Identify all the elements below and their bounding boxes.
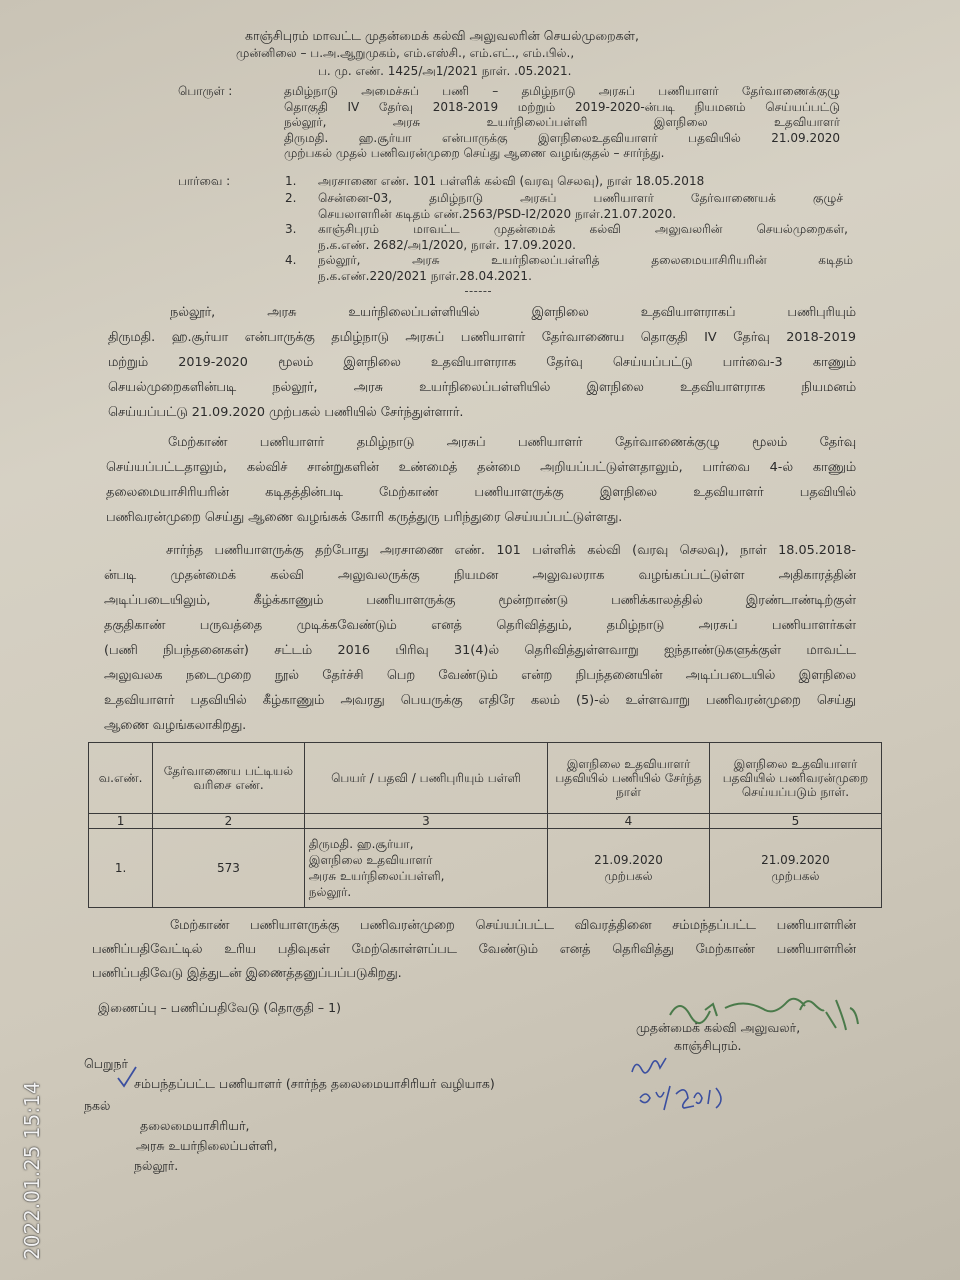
reference-item	[318, 174, 768, 190]
paragraph-line: செய்யப்பட்டு 21.09.2020 முற்பகல் பணியில் சேர்ந்துள்ளார்.	[108, 405, 464, 420]
paragraph-4	[92, 914, 856, 986]
reference-number: 2.	[285, 191, 297, 205]
paragraph-line: (பணி நிபந்தனைகள்) சட்டம் 2016 பிரிவு 31(4)ல் தெரிவித்துள்ளவாறு ஐந்தாண்டுகளுக்குள் மாவட்ட	[104, 643, 856, 658]
column-number: 3	[304, 814, 547, 829]
header-officer-line: முன்னிலை – ப.அ.ஆறுமுகம், எம்.எஸ்சி., எம்.எட்., எம்.பில்.,	[236, 46, 575, 60]
paragraph-line: செயல்முறைகளின்படி நல்லூர், அரசு உயர்நிலைப்பள்ளியில் இளநிலை உதவியாளராக நியமனம்	[108, 380, 856, 395]
name-line: திருமதி. ஹ.சூர்யா,	[308, 837, 414, 851]
reference-line: சென்னை-03, தமிழ்நாடு அரசுப் பணியாளர் தேர்வாணையக் குழுச்	[318, 191, 843, 205]
header-office-line: காஞ்சிபுரம் மாவட்ட முதன்மைக் கல்வி அலுவலரின் செயல்முறைகள்,	[245, 28, 639, 43]
paragraph-line: அலுவலக நடைமுறை நூல் தேர்ச்சி பெற வேண்டும் என்ற நிபந்தனையின் அடிப்படையில் இளநிலை	[104, 668, 856, 683]
paragraph-line: நல்லூர், அரசு உயர்நிலைப்பள்ளியில் இளநிலை உதவியாளராகப் பணிபுரியும்	[170, 305, 856, 320]
table-header: இளநிலை உதவியாளர் பதவியில் பணிவரன்முறை செய்யப்படும் நாள்.	[709, 743, 881, 814]
subject-label: பொருள் :	[178, 84, 233, 98]
column-number: 2	[153, 814, 305, 829]
column-number: 1	[89, 814, 153, 829]
subject-line: முற்பகல் முதல் பணிவரன்முறை செய்து ஆணை வழங்குதல் – சார்ந்து.	[284, 146, 665, 160]
table-header-row	[89, 743, 882, 814]
subject-line: திருமதி. ஹ.சூர்யா என்பாருக்கு இளநிலைஉதவியாளர் பதவியில் 21.09.2020	[284, 130, 840, 145]
cell-rank: 573	[153, 829, 305, 908]
paragraph-line: சார்ந்த பணியாளருக்கு தற்போது அரசாணை எண். 101 பள்ளிக் கல்வி (வரவு செலவு), நாள் 18.05.2018-	[166, 543, 856, 558]
paragraph-2	[106, 430, 856, 530]
paragraph-line: உதவியாளர் பதவியில் கீழ்காணும் அவரது பெயருக்கு எதிரே கலம் (5)-ல் உள்ளவாறு பணிவரன்முறை செய்து	[104, 693, 856, 708]
paragraph-line: பணிப்பதிவேடு இத்துடன் இணைத்தனுப்பப்படுகிறது.	[92, 966, 402, 981]
session-text: முற்பகல்	[604, 869, 653, 883]
reference-number: 1.	[285, 174, 297, 188]
subject-line: தமிழ்நாடு அமைச்சுப் பணி – தமிழ்நாடு அரசுப் பணியாளர் தேர்வாணைக்குழு	[284, 84, 840, 98]
subject-line: நல்லூர், அரசு உயர்நிலைப்பள்ளி இளநிலை உதவியாளர்	[284, 115, 840, 129]
recipient-text: சம்பந்தப்பட்ட பணியாளர் (சார்ந்த தலைமையாசிரியர் வழியாக)	[134, 1076, 495, 1091]
paragraph-line: பணிப்பதிவேட்டில் உரிய பதிவுகள் மேற்கொள்ளப்பட வேண்டும் எனத் தெரிவித்து மேற்காண் பணியாளரின்	[92, 942, 856, 957]
regularisation-table	[88, 742, 882, 908]
recipient-label: பெறுநர்	[84, 1056, 129, 1071]
paragraph-1	[108, 300, 856, 425]
table-column-number-row	[89, 814, 882, 829]
cell-joined-date	[548, 829, 710, 908]
reference-line: ந.க.எண்.220/2021 நாள்.28.04.2021.	[318, 268, 532, 283]
paragraph-line: பணிவரன்முறை செய்து ஆணை வழங்கக் கோரி கருத்துரு பரிந்துரை செய்யப்பட்டுள்ளது.	[106, 510, 623, 525]
reference-line: அரசாணை எண். 101 பள்ளிக் கல்வி (வரவு செலவு), நாள் 18.05.2018	[318, 174, 705, 188]
copy-line: தலைமையாசிரியர்,	[140, 1118, 250, 1133]
paragraph-3	[104, 538, 856, 738]
signatory-place: காஞ்சிபுரம்.	[674, 1038, 742, 1053]
paragraph-line: அடிப்படையிலும், கீழ்க்காணும் பணியாளருக்கு மூன்றாண்டு பணிக்காலத்தில் இரண்டாண்டிற்குள்	[104, 593, 856, 608]
session-text: முற்பகல்	[771, 869, 820, 883]
table-header: இளநிலை உதவியாளர் பதவியில் பணியில் சேர்ந்த நாள்	[548, 743, 710, 814]
copy-label: நகல்	[84, 1098, 111, 1113]
reference-number: 3.	[285, 222, 297, 236]
paragraph-line: மற்றும் 2019-2020 மூலம் இளநிலை உதவியாளராக தேர்வு செய்யப்பட்டு பார்வை-3 காணும்	[108, 355, 856, 370]
enclosure-text: இணைப்பு – பணிப்பதிவேடு (தொகுதி – 1)	[98, 1000, 341, 1015]
paragraph-line: திருமதி. ஹ.சூர்யா என்பாருக்கு தமிழ்நாடு அரசுப் பணியாளர் தேர்வாணைய தொகுதி IV தேர்வு 2018-2019	[108, 330, 856, 345]
column-number: 4	[548, 814, 710, 829]
paragraph-line: ஆணை வழங்கலாகிறது.	[104, 718, 247, 733]
paragraph-line: தகுதிகாண் பருவத்தை முடிக்கவேண்டும் எனத் தெரிவித்தும், தமிழ்நாடு அரசுப் பணியாளர்கள்	[104, 618, 856, 633]
reference-line: செயலாளரின் கடிதம் எண்.2563/PSD-I2/2020 நாள்.21.07.2020.	[318, 206, 677, 221]
paragraph-line: மேற்காண் பணியாளருக்கு பணிவரன்முறை செய்யப்பட்ட விவரத்தினை சம்மந்தப்பட்ட பணியாளரின்	[170, 918, 856, 933]
date-text: 21.09.2020	[594, 853, 663, 867]
paragraph-line: ன்படி முதன்மைக் கல்வி அலுவலருக்கு நியமன அலுவலராக வழங்கப்பட்டுள்ள அதிகாரத்தின்	[104, 568, 856, 583]
paragraph-line: தலைமையாசிரியரின் கடிதத்தின்படி மேற்காண் பணியாளருக்கு இளநிலை உதவியாளர் பதவியில்	[106, 485, 856, 500]
cell-name	[304, 829, 547, 908]
column-number: 5	[709, 814, 881, 829]
separator-line	[465, 291, 491, 292]
copy-line: நல்லூர்.	[134, 1158, 179, 1173]
reference-line: ந.க.எண். 2682/அ1/2020, நாள். 17.09.2020.	[318, 237, 576, 252]
table-row	[89, 829, 882, 908]
handwritten-received-note	[620, 1054, 740, 1114]
school-line: அரசு உயர்நிலைப்பள்ளி,	[308, 869, 445, 883]
signatory-title: முதன்மைக் கல்வி அலுவலர்,	[636, 1020, 801, 1035]
reference-number: 4.	[285, 253, 297, 267]
reference-item	[318, 222, 848, 253]
cell-serial: 1.	[89, 829, 153, 908]
reference-item	[318, 253, 853, 284]
photo-timestamp: 2022.01.25 15:14	[20, 1081, 44, 1260]
paragraph-line: செய்யப்பட்டதாலும், கல்விச் சான்றுகளின் உண்மைத் தன்மை அறியப்பட்டுள்ளதாலும், பார்வை 4-ல் காணும்	[106, 460, 856, 475]
cell-regularised-date	[709, 829, 881, 908]
reference-item	[318, 191, 843, 222]
reference-line: நல்லூர், அரசு உயர்நிலைப்பள்ளித் தலைமையாசிரியரின் கடிதம்	[318, 253, 853, 267]
designation-line: இளநிலை உதவியாளர்	[308, 853, 433, 867]
references-label: பார்வை :	[178, 174, 231, 188]
subject-line: தொகுதி IV தேர்வு 2018-2019 மற்றும் 2019-2020-ன்படி நியமனம் செய்யப்பட்டு	[284, 99, 840, 114]
table-header: பெயர் / பதவி / பணிபுரியும் பள்ளி	[304, 743, 547, 814]
paragraph-line: மேற்காண் பணியாளர் தமிழ்நாடு அரசுப் பணியாளர் தேர்வாணைக்குழு மூலம் தேர்வு	[168, 435, 856, 450]
copy-line: அரசு உயர்நிலைப்பள்ளி,	[136, 1138, 278, 1153]
table-header: வ.எண்.	[89, 743, 153, 814]
table-header: தேர்வாணைய பட்டியல் வரிசை எண்.	[153, 743, 305, 814]
subject-text	[284, 84, 840, 162]
place-line: நல்லூர்.	[308, 885, 352, 899]
reference-line: காஞ்சிபுரம் மாவட்ட முதன்மைக் கல்வி அலுவலரின் செயல்முறைகள்,	[318, 222, 848, 236]
header-ref-line: ப. மு. எண். 1425/அ1/2021 நாள். .05.2021.	[318, 64, 572, 78]
date-text: 21.09.2020	[761, 853, 830, 867]
